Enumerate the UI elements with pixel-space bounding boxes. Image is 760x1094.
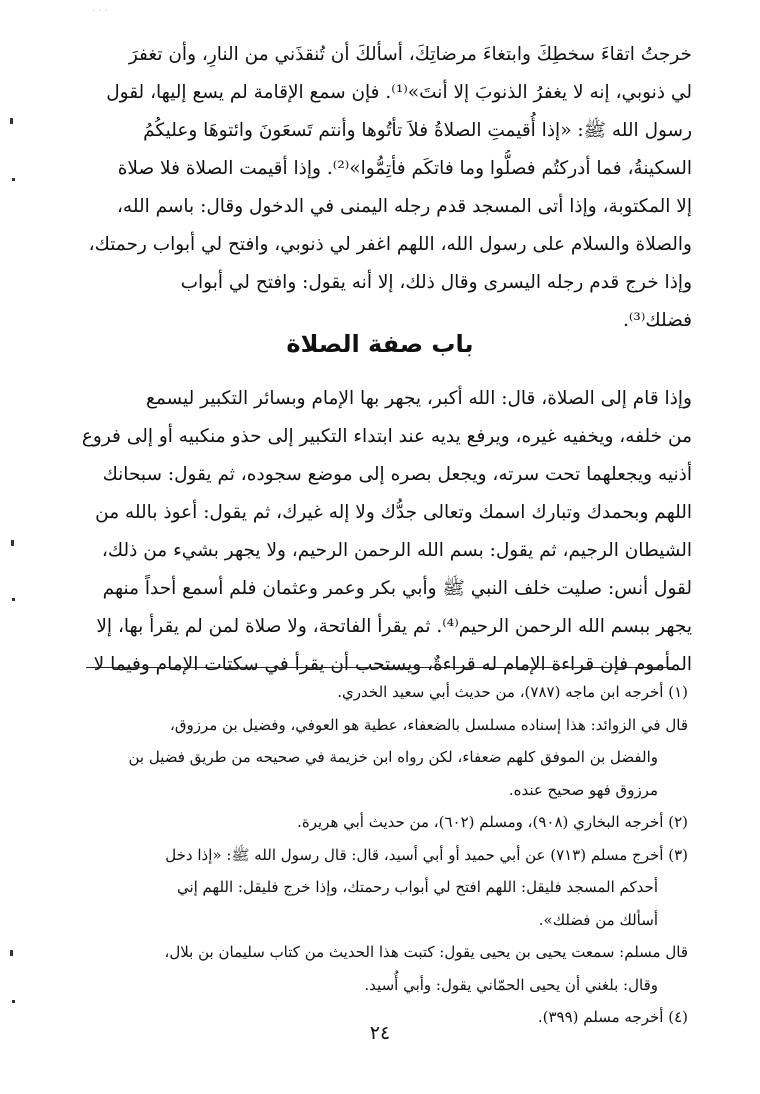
footnote-line: والفضل بن الموفق كلهم ضعفاء، لكن رواه ابن خزيمة في صحيحه من طريق فضيل بن xyxy=(128,748,658,766)
footnote-divider xyxy=(86,667,674,668)
footnotes xyxy=(68,676,688,1034)
section-paragraph xyxy=(67,380,692,684)
text-line: المأموم فإن قراءة الإمام له قراءةٌ، ويستحب أن يقرأ في سكتات الإمام وفيما لا xyxy=(93,654,692,675)
margin-mark xyxy=(12,1000,15,1003)
footnote-line: قال مسلم: سمعت يحيى بن يحيى يقول: كتبت هذا الحديث من كتاب سليمان بن بلال، xyxy=(164,943,688,961)
margin-mark xyxy=(12,178,15,181)
footnote-line: قال في الزوائد: هذا إسناده مسلسل بالضعفاء، عطية هو العوفي، وفضيل بن مرزوق، xyxy=(169,715,688,734)
text-line: إلا المكتوبة، وإذا أتى المسجد قدم رجله اليمنى في الدخول وقال: باسم الله، xyxy=(116,196,692,217)
footnote-line: أحدكم المسجد فليقل: اللهم افتح لي أبواب رحمتك، وإذا خرج فليقل: اللهم إني xyxy=(176,878,658,896)
text-line: أذنيه ويجعلهما تحت سرته، ويجعل بصره إلى موضع سجوده، ثم يقول: سبحانك xyxy=(102,464,692,485)
footnote-line: مرزوق فهو صحيح عنده. xyxy=(508,780,658,799)
text-line: لقول أنس: صليت خلف النبي ﷺ وأبي بكر وعمر وعثمان فلم أسمع أحداً منهم xyxy=(102,578,692,599)
footnote-line: (٤) أخرجه مسلم (٣٩٩). xyxy=(537,1008,688,1026)
footnote-line: (٣) أخرج مسلم (٧١٣) عن أبي حميد أو أبي أسيد، قال: قال رسول الله ﷺ: «إذا دخل xyxy=(165,845,688,864)
footnote-line: أسألك من فضلك». xyxy=(538,910,658,929)
text-line: لي ذنوبي، إنه لا يغفرُ الذنوبَ إلا أنتَ»⁽¹⁾. فإن سمع الإقامة لم يسع إليها، لقول xyxy=(106,82,692,103)
section-heading: باب صفة الصلاة xyxy=(286,330,474,358)
margin-mark xyxy=(10,950,13,956)
top-paragraph xyxy=(67,36,692,340)
footnote-line: (١) أخرجه ابن ماجه (٧٨٧)، من حديث أبي سعيد الخدري. xyxy=(337,683,688,701)
text-line: رسول الله ﷺ: «إذا أُقيمتِ الصلاةُ فلاَ تأتُوها وأنتم تَسعَونَ وائتوهَا وعليكُمُ xyxy=(143,120,692,141)
margin-mark xyxy=(12,598,15,601)
text-line: السكينةُ، فما أدركتُم فصلُّوا وما فاتكَم فأتِمُّوا»⁽²⁾. وإذا أقيمت الصلاة فلا صلاة xyxy=(117,158,692,179)
text-line: يجهر ببسم الله الرحمن الرحيم⁽⁴⁾. ثم يقرأ الفاتحة، ولا صلاة لمن لم يقرأ بها، إلا xyxy=(96,616,692,637)
text-line: الشيطان الرجيم، ثم يقول: بسم الله الرحمن الرحيم، ولا يجهر بشيء من ذلك، xyxy=(101,540,692,561)
footnote-line: وقال: بلغني أن يحيى الحمّاني يقول: وأبي أُسيد. xyxy=(364,975,658,994)
margin-mark xyxy=(10,118,13,124)
scan-speck: · · · xyxy=(92,6,108,17)
text-line: اللهم وبحمدك وتبارك اسمك وتعالى جدُّك ولا إله غيرك، ثم يقول: أعوذ بالله من xyxy=(95,502,692,523)
text-line: فضلك⁽³⁾. xyxy=(622,310,692,331)
text-line: والصلاة والسلام على رسول الله، اللهم اغفر لي ذنوبي، وافتح لي أبواب رحمتك، xyxy=(88,234,692,255)
text-line: من خلفه، ويخفيه غيره، ويرفع يديه عند ابتداء التكبير إلى حذو منكبيه أو إلى فروع xyxy=(81,426,692,447)
text-line: وإذا خرج قدم رجله اليسرى وقال ذلك، إلا أنه يقول: وافتح لي أبواب xyxy=(180,272,692,293)
page-number: ٢٤ xyxy=(369,1022,391,1044)
margin-mark xyxy=(11,540,14,546)
footnote-line: (٢) أخرجه البخاري (٩٠٨)، ومسلم (٦٠٢)، من حديث أبي هريرة. xyxy=(297,813,688,831)
text-line: وإذا قام إلى الصلاة، قال: الله أكبر، يجهر بها الإمام وبسائر التكبير ليسمع xyxy=(146,388,692,409)
text-line: خرجتُ اتقاءَ سخطِكَ وابتغاءَ مرضاتِكَ، أسألكَ أن تُنقذَني من النارِ، وأن تغفرَ xyxy=(128,44,692,65)
